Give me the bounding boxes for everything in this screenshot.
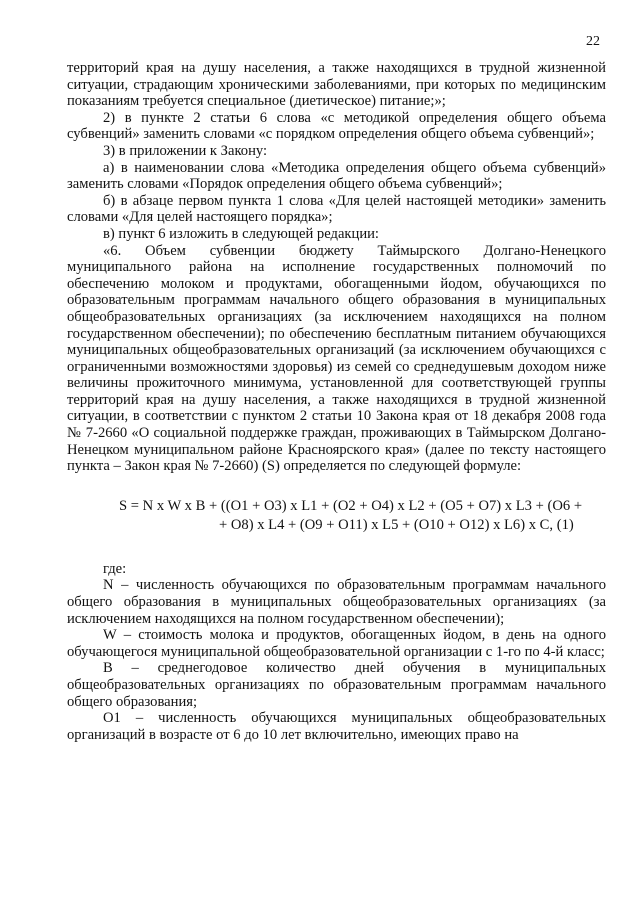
formula-line-1: S = N x W x B + ((O1 + O3) x L1 + (O2 + O4) x L2 + (O5 + O7) x L3 + (O6 + (119, 497, 583, 514)
formula-1 (67, 497, 606, 535)
paragraph-item-3: 3) в приложении к Закону: (103, 142, 268, 159)
definition-b: B – среднегодовое количество дней обучения в муниципальных общеобразовательных организациях по образовательным программам начального общего образования; (67, 660, 606, 710)
paragraph-item-2: 2) в пункте 2 статьи 6 слова «с методикой определения общего объема субвенций» заменить словами «с порядком определения общего объема субвенций»; (67, 109, 606, 143)
paragraph-item-3v: в) пункт 6 изложить в следующей редакции: (103, 225, 379, 242)
definition-w: W – стоимость молока и продуктов, обогащенных йодом, в день на одного обучающегося муниципальной общеобразовательной организации с 1-го по 4-й класс; (67, 627, 606, 660)
formula-line-2: + O8) x L4 + (O9 + O11) x L5 + (O10 + O12) x L6) x C, (1) (219, 516, 574, 533)
paragraph-point-6: «6. Объем субвенции бюджету Таймырского Долгано-Ненецкого муниципального района на исполнение государственных полномочий по обеспечению молоком и продуктами, обогащенными йодом, обучающихся по образовательным программам начального общего образования в муниципальных общеобразовательных организациях (за исключением находящихся на полном государственном обеспечении); по обеспечению бесплатным питанием обучающихся муниципальных общеобразовательных организаций (за исключением обучающихся с ограниченными возможностями здоровья) из семей со среднедушевым доходом ниже величины прожиточного минимума, установленной для соответствующей группы территорий края на душу населения, а также находящихся в трудной жизненной ситуации, в соответствии с пунктом 2 статьи 10 Закона края от 18 декабря 2008 года № 7-2660 «О социальной поддержке граждан, проживающих в Таймырском Долгано-Ненецком муниципальном районе Красноярского края» (далее по тексту настоящего пункта – Закон края № 7-2660) (S) определяется по следующей формуле: (67, 242, 606, 475)
paragraph-item-3a: а) в наименовании слова «Методика определения общего объема субвенций» заменить словами «Порядок определения общего объема субвенций»; (67, 159, 606, 193)
paragraph-continuation: территорий края на душу населения, а также находящихся в трудной жизненной ситуации, страдающим хроническими заболеваниями, при которых по медицинским показаниям требуется специальное (диетическое) питание;»; (67, 60, 606, 110)
paragraph-item-3b: б) в абзаце первом пункта 1 слова «Для целей настоящей методики» заменить словами «Для целей настоящего порядка»; (67, 192, 606, 226)
definition-o1: O1 – численность обучающихся муниципальных общеобразовательных организаций в возрасте от 6 до 10 лет включительно, имеющих право на (67, 710, 606, 743)
document-body (67, 60, 606, 743)
definition-n: N – численность обучающихся по образовательным программам начального общего образования в муниципальных общеобразовательных организациях (за исключением находящихся на полном государственном обеспечении); (67, 577, 606, 627)
where-label: где: (103, 560, 127, 577)
page-number: 22 (586, 34, 600, 49)
